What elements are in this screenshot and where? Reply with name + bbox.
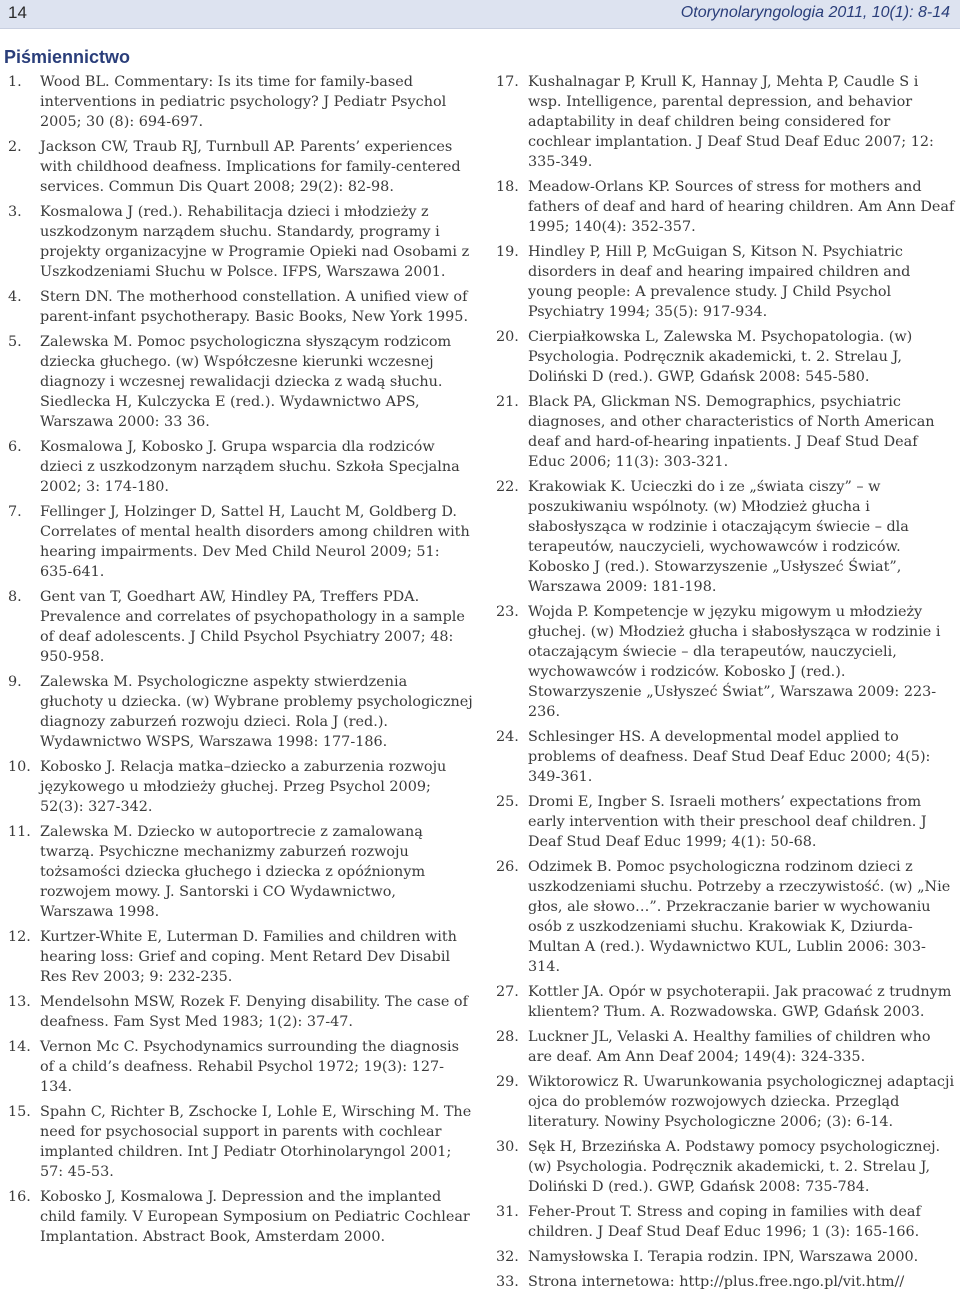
reference-item [8,502,473,582]
reference-text: Wiktorowicz R. Uwarunkowania psychologicznej adaptacji ojca do problemów rozwojowych dziecka. Przegląd literatury. Nowiny Psychologiczne 2006; (3): 6-14. [528,1074,955,1130]
reference-text: Spahn C, Richter B, Zschocke I, Lohle E, Wirsching M. The need for psychosocial support in parents with cochlear implanted children. Int J Pediatr Otorhinolaryngol 2001; 57: 45-53. [40,1104,472,1180]
page-number: 14 [8,3,27,22]
reference-number: 31. [496,1204,519,1220]
reference-item [8,1102,473,1182]
reference-text: Feher-Prout T. Stress and coping in families with deaf children. J Deaf Stud Deaf Educ 1996; 1 (3): 165-166. [528,1204,921,1240]
reference-item [496,1072,956,1132]
reference-text: Stern DN. The motherhood constellation. A unified view of parent-infant psychotherapy. Basic Books, New York 1995. [40,289,469,325]
reference-number: 33. [496,1274,519,1290]
reference-item [496,1027,956,1067]
reference-item [496,392,956,472]
reference-text: Gent van T, Goedhart AW, Hindley PA, Treffers PDA. Prevalence and correlates of psychopathology in a sample of deaf adolescents. J Child Psychol Psychiatry 2007; 48: 950-958. [40,589,465,665]
section-title: Piśmiennictwo [4,47,131,67]
reference-item [496,242,956,322]
reference-text: Vernon Mc C. Psychodynamics surrounding the diagnosis of a child’s deafness. Rehabil Psychol 1972; 19(3): 127-134. [40,1039,460,1095]
reference-item [8,672,473,752]
reference-text: Namysłowska I. Terapia rodzin. IPN, Warszawa 2000. [528,1249,919,1265]
reference-text: Hindley P, Hill P, McGuigan S, Kitson N. Psychiatric disorders in deaf and hearing impaired children and young people: A prevalence study. J Child Psychol Psychiatry 1994; 35(5): 917-934. [528,244,911,320]
reference-number: 26. [496,859,519,875]
reference-number: 2. [8,139,22,155]
reference-text: Dromi E, Ingber S. Israeli mothers’ expectations from early intervention with their preschool deaf children. J Deaf Stud Deaf Educ 1999; 4(1): 50-68. [528,794,927,850]
reference-number: 15. [8,1104,31,1120]
reference-text: Wood BL. Commentary: Is its time for family-based interventions in pediatric psychology? J Pediatr Psychol 2005; 30 (8): 694-697. [40,74,447,130]
reference-text: Kottler JA. Opór w psychoterapii. Jak pracować z trudnym klientem? Tłum. A. Rozwadowska. GWP, Gdańsk 2003. [528,984,952,1020]
journal-citation: Otorynolaryngologia 2011, 10(1): 8-14 [680,4,950,21]
reference-text: Cierpiałkowska L, Zalewska M. Psychopatologia. (w) Psychologia. Podręcznik akademicki, t. 2. Strelau J, Doliński D (red.). GWP, Gdańsk 2008: 545-580. [528,329,913,385]
running-header [0,0,960,29]
reference-item [496,327,956,387]
reference-text: Kosmalowa J (red.). Rehabilitacja dzieci i młodzieży z uszkodzonym narządem słuchu. Standardy, programy i projekty organizacyjne w Programie Opieki nad Osobami z Uszkodzeniami Słuchu w Polsce. IFPS, Warszawa 2001. [40,204,470,280]
reference-number: 10. [8,759,31,775]
reference-item [496,1137,956,1197]
reference-number: 25. [496,794,519,810]
reference-item [496,982,956,1022]
reference-number: 6. [8,439,22,455]
reference-item [496,72,956,172]
reference-item [496,1272,956,1292]
reference-text: Kosmalowa J, Kobosko J. Grupa wsparcia dla rodziców dzieci z uszkodzonym narządem słuchu. Szkoła Specjalna 2002; 3: 174-180. [40,439,460,495]
reference-text: Mendelsohn MSW, Rozek F. Denying disability. The case of deafness. Fam Syst Med 1983; 1(2): 37-47. [40,994,468,1030]
reference-text: Kurtzer-White E, Luterman D. Families and children with hearing loss: Grief and coping. Ment Retard Dev Disabil Res Rev 2003; 9: 232-235. [40,929,457,985]
reference-text: Luckner JL, Velaski A. Healthy families of children who are deaf. Am Ann Deaf 2004; 149(4): 324-335. [528,1029,931,1065]
reference-text: Strona internetowa: http://plus.free.ngo.pl/vit.htm// [528,1274,905,1290]
reference-item [8,287,473,327]
reference-number: 13. [8,994,31,1010]
reference-number: 12. [8,929,31,945]
reference-text: Zalewska M. Psychologiczne aspekty stwierdzenia głuchoty u dziecka. (w) Wybrane problemy psychologicznej diagnozy zaburzeń rozwoju dzieci. Rola J (red.). Wydawnictwo WSPS, Warszawa 1998: 177-186. [40,674,473,750]
reference-item [496,857,956,977]
reference-item [496,177,956,237]
reference-text: Meadow-Orlans KP. Sources of stress for mothers and fathers of deaf and hard of hearing children. Am Ann Deaf 1995; 140(4): 352-357. [528,179,955,235]
reference-number: 1. [8,74,22,90]
reference-item [8,137,473,197]
reference-number: 17. [496,74,519,90]
reference-text: Black PA, Glickman NS. Demographics, psychiatric diagnoses, and other characteristics of North American deaf and hard-of-hearing inpatients. J Deaf Stud Deaf Educ 2006; 11(3): 303-321. [528,394,935,470]
reference-item [8,332,473,432]
reference-number: 20. [496,329,519,345]
reference-number: 14. [8,1039,31,1055]
reference-number: 27. [496,984,519,1000]
reference-item [8,437,473,497]
reference-item [8,992,473,1032]
reference-number: 29. [496,1074,519,1090]
reference-item [8,822,473,922]
references-right-column [496,72,956,1297]
reference-text: Fellinger J, Holzinger D, Sattel H, Laucht M, Goldberg D. Correlates of mental health disorders among children with hearing impairments. Dev Med Child Neurol 2009; 51: 635-641. [40,504,470,580]
reference-text: Kushalnagar P, Krull K, Hannay J, Mehta P, Caudle S i wsp. Intelligence, parental depression, and behavior adaptability in deaf children being considered for cochlear implantation. J Deaf Stud Deaf Educ 2007; 12: 335-349. [528,74,934,170]
reference-number: 23. [496,604,519,620]
reference-number: 4. [8,289,22,305]
reference-number: 22. [496,479,519,495]
reference-text: Odzimek B. Pomoc psychologiczna rodzinom dzieci z uszkodzeniami słuchu. Potrzeby a rzeczywistość. (w) „Nie głos, ale słowo…”. Przekraczanie barier w wychowaniu osób z uszkodzeniami słuchu. Krakowiak K, Dziurda-Multan A (red.). Wydawnictwo KUL, Lublin 2006: 303-314. [528,859,951,975]
reference-number: 32. [496,1249,519,1265]
reference-number: 16. [8,1189,31,1205]
reference-item [8,927,473,987]
reference-number: 30. [496,1139,519,1155]
reference-item [8,72,473,132]
reference-item [8,757,473,817]
reference-item [8,202,473,282]
reference-text: Sęk H, Brzezińska A. Podstawy pomocy psychologicznej. (w) Psychologia. Podręcznik akademicki, t. 2. Strelau J, Doliński D (red.). GWP, Gdańsk 2008: 735-784. [528,1139,941,1195]
reference-text: Kobosko J, Kosmalowa J. Depression and the implanted child family. V European Symposium on Pediatric Cochlear Implantation. Abstract Book, Amsterdam 2000. [40,1189,470,1245]
reference-number: 7. [8,504,22,520]
reference-number: 18. [496,179,519,195]
reference-item [8,1037,473,1097]
reference-item [496,1247,956,1267]
reference-number: 5. [8,334,22,350]
reference-item [8,587,473,667]
reference-number: 3. [8,204,22,220]
reference-text: Schlesinger HS. A developmental model applied to problems of deafness. Deaf Stud Deaf Educ 2000; 4(5): 349-361. [528,729,931,785]
reference-text: Jackson CW, Traub RJ, Turnbull AP. Parents’ experiences with childhood deafness. Implications for family-centered services. Commun Dis Quart 2008; 29(2): 82-98. [40,139,461,195]
reference-item [8,1187,473,1247]
reference-text: Kobosko J. Relacja matka–dziecko a zaburzenia rozwoju językowego u młodzieży głuchej. Przeg Psychol 2009; 52(3): 327-342. [40,759,447,815]
reference-number: 19. [496,244,519,260]
reference-number: 21. [496,394,519,410]
reference-text: Zalewska M. Dziecko w autoportrecie z zamalowaną twarzą. Psychiczne mechanizmy zaburzeń rozwoju tożsamości dziecka głuchego i dziecka z opóźnionym rozwojem mowy. J. Santorski i CO Wydawnictwo, Warszawa 1998. [40,824,426,920]
reference-item [496,792,956,852]
reference-text: Zalewska M. Pomoc psychologiczna słyszącym rodzicom dziecka głuchego. (w) Współczesne kierunki wczesnej diagnozy i wczesnej rewalidacji dziecka z wadą słuchu. Siedlecka H, Kulczycka E (red.). Wydawnictwo APS, Warszawa 2000: 33 36. [40,334,452,430]
reference-number: 24. [496,729,519,745]
reference-item [496,602,956,722]
reference-item [496,727,956,787]
reference-item [496,477,956,597]
reference-text: Wojda P. Kompetencje w języku migowym u młodzieży głuchej. (w) Młodzież głucha i słabosłysząca w rodzinie i otaczającym świecie – dla terapeutów, nauczycieli, wychowawców i rodziców. Kobosko J (red.). Stowarzyszenie „Usłyszeć Świat”, Warszawa 2009: 223-236. [528,604,941,720]
reference-number: 28. [496,1029,519,1045]
reference-item [496,1202,956,1242]
reference-number: 9. [8,674,22,690]
reference-text: Krakowiak K. Ucieczki do i ze „świata ciszy” – w poszukiwaniu wspólnoty. (w) Młodzież głucha i słabosłysząca w rodzinie i otaczającym świecie – dla terapeutów, nauczycieli, wychowawców i rodziców. Kobosko J (red.). Stowarzyszenie „Usłyszeć Świat”, Warszawa 2009: 181-198. [528,479,909,595]
reference-number: 11. [8,824,31,840]
references-left-column [8,72,473,1252]
reference-number: 8. [8,589,22,605]
